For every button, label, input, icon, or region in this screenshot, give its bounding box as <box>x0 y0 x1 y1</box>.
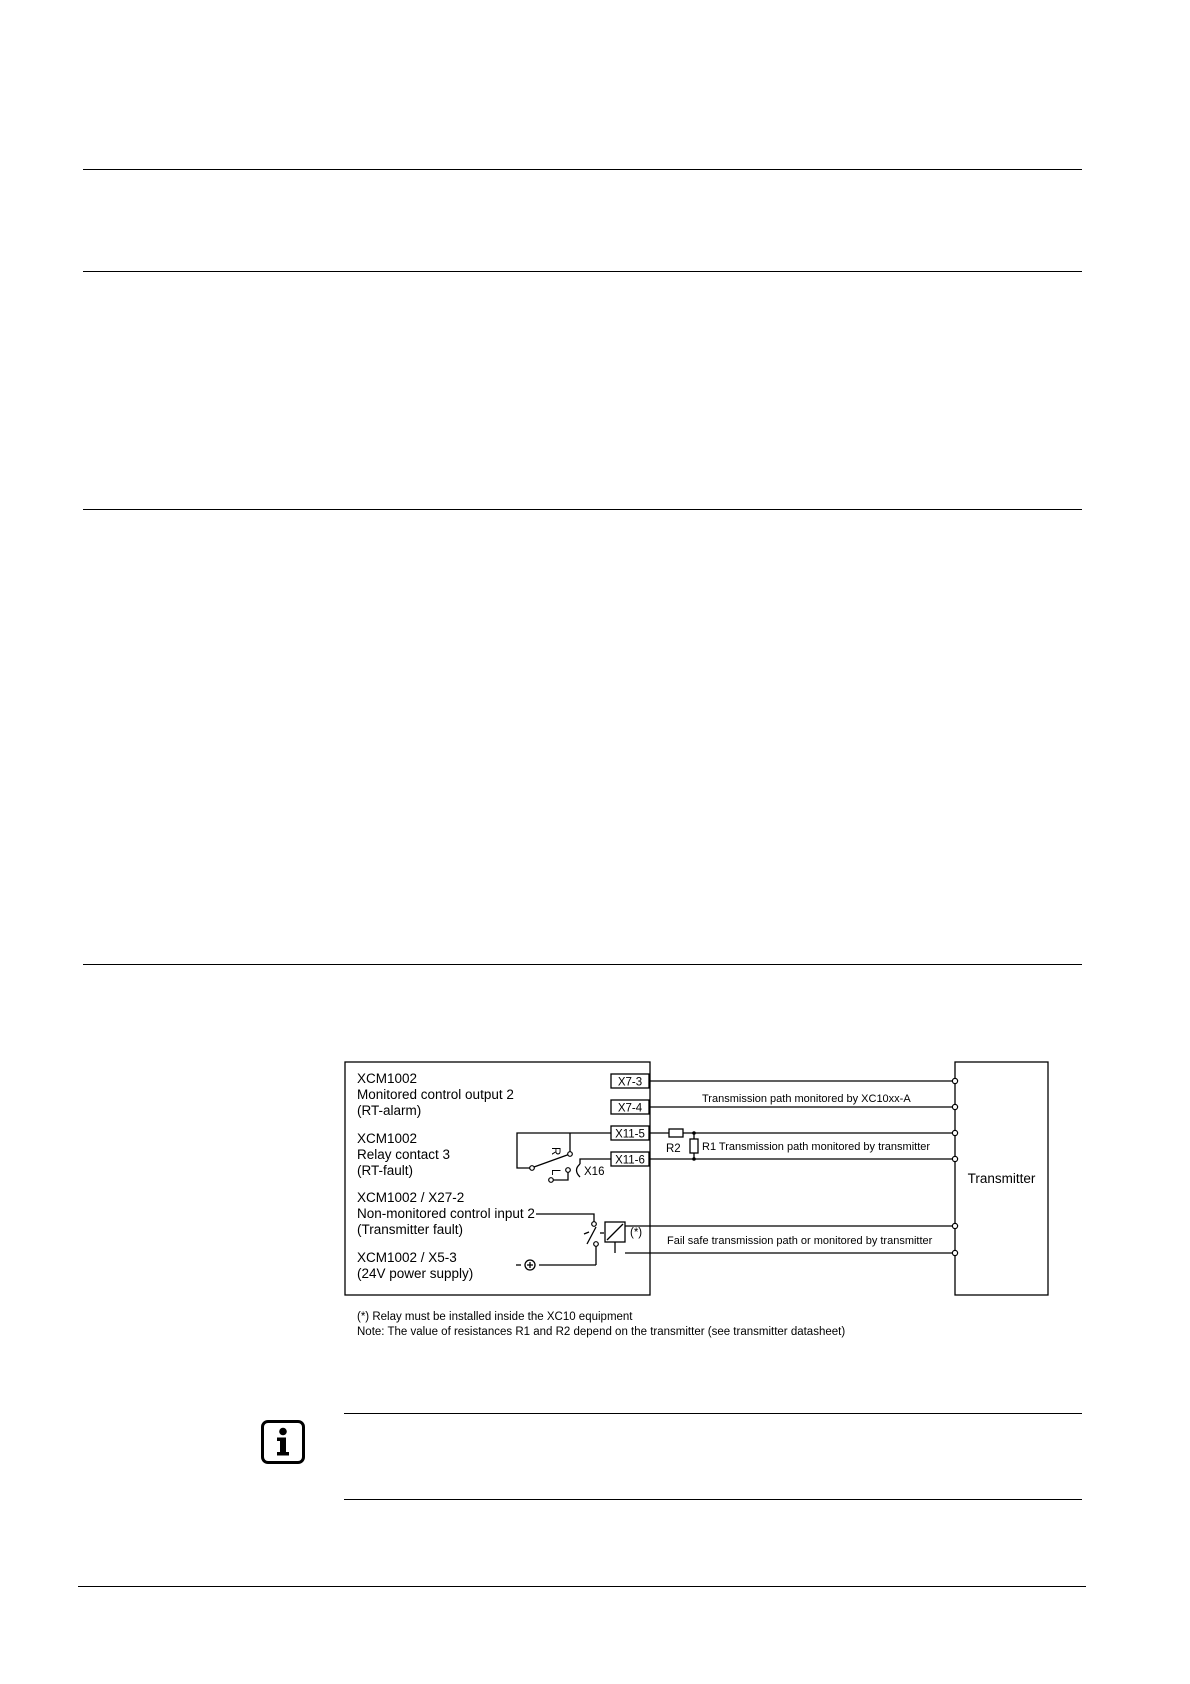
label-relay-role: (RT-fault) <box>357 1163 414 1178</box>
wiring-diagram <box>340 1050 1060 1310</box>
footer-rule <box>78 1586 1086 1587</box>
resistor-r2-label: R2 <box>666 1143 681 1155</box>
label-relay-device: XCM1002 <box>357 1131 418 1146</box>
label-output-role: (RT-alarm) <box>357 1103 422 1118</box>
label-output-device: XCM1002 <box>357 1071 418 1086</box>
label-power-role: (24V power supply) <box>357 1266 474 1281</box>
info-rule-top <box>344 1413 1082 1414</box>
header-rule <box>83 169 1082 170</box>
section-rule <box>83 509 1082 510</box>
label-input-role: (Transmitter fault) <box>357 1222 464 1237</box>
label-input-name: Non-monitored control input 2 <box>357 1206 535 1221</box>
label-output-name: Monitored control output 2 <box>357 1087 514 1102</box>
resistor-r1 <box>690 1139 698 1153</box>
path-label-r1: R1 Transmission path monitored by transmitter <box>702 1141 931 1153</box>
label-relay-name: Relay contact 3 <box>357 1147 451 1162</box>
resistor-r2 <box>669 1129 683 1137</box>
terminal-label: X7-4 <box>617 1102 643 1115</box>
terminal-label: X11-6 <box>615 1154 645 1167</box>
relay-note: (*) Relay must be installed inside the XC10 equipment <box>357 1311 633 1323</box>
terminal-label: X7-3 <box>617 1076 643 1089</box>
terminal-label: X11-5 <box>615 1128 645 1141</box>
section-rule <box>83 271 1082 272</box>
label-input-device: XCM1002 / X27-2 <box>357 1190 465 1205</box>
label-power-device: XCM1002 / X5-3 <box>357 1250 457 1265</box>
relay-l-label: L <box>549 1169 561 1176</box>
section-rule <box>83 964 1082 965</box>
transmitter-label: Transmitter <box>967 1171 1036 1186</box>
relay-x16-label: X16 <box>584 1166 605 1178</box>
relay-r-label: R <box>549 1147 561 1156</box>
path-label-failsafe: Fail safe transmission path or monitored by transmitter <box>667 1235 933 1247</box>
resistance-note: Note: The value of resistances R1 and R2 depend on the transmitter (see transmitter datasheet) <box>357 1326 846 1338</box>
relay-marker: (*) <box>630 1227 643 1239</box>
info-rule-bottom <box>344 1499 1082 1500</box>
info-icon <box>261 1420 305 1464</box>
path-label-monitored: Transmission path monitored by XC10xx-A <box>702 1093 911 1105</box>
